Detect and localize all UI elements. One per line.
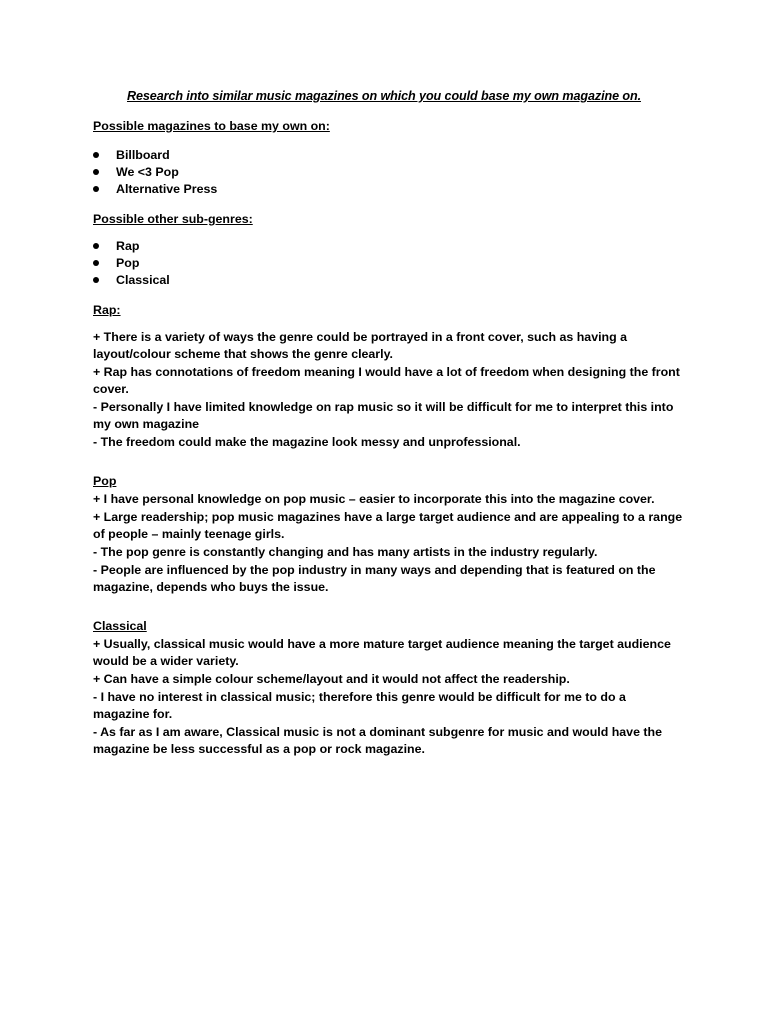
magazine-name: Alternative Press bbox=[116, 182, 218, 196]
bullet-icon bbox=[93, 277, 99, 283]
classical-point: - I have no interest in classical music; therefore this genre would be difficult for me to do a magazine for. bbox=[93, 690, 626, 721]
subgenre-name: Classical bbox=[116, 273, 170, 287]
pop-point: - The pop genre is constantly changing and has many artists in the industry regularly. bbox=[93, 545, 598, 559]
pop-point: + I have personal knowledge on pop music – easier to incorporate this into the magazine cover. bbox=[93, 492, 655, 506]
bullet-icon bbox=[93, 186, 99, 192]
rap-point: + Rap has connotations of freedom meaning I would have a lot of freedom when designing the front cover. bbox=[93, 365, 680, 396]
subgenre-name: Rap bbox=[116, 239, 140, 253]
rap-point: - Personally I have limited knowledge on rap music so it will be difficult for me to interpret this into my own magazine bbox=[93, 400, 674, 431]
subgenre-name: Pop bbox=[116, 256, 140, 270]
list-item bbox=[93, 181, 217, 198]
subgenres-heading: Possible other sub-genres: bbox=[93, 212, 253, 226]
magazines-heading: Possible magazines to base my own on: bbox=[93, 119, 330, 133]
pop-points bbox=[93, 491, 683, 597]
bullet-icon bbox=[93, 152, 99, 158]
rap-point: + There is a variety of ways the genre could be portrayed in a front cover, such as having a layout/colour scheme that shows the genre clearly. bbox=[93, 330, 628, 361]
classical-heading: Classical bbox=[93, 619, 147, 633]
subgenres-list bbox=[93, 238, 170, 289]
list-item bbox=[93, 255, 170, 272]
magazine-name: We <3 Pop bbox=[116, 165, 179, 179]
bullet-icon bbox=[93, 243, 99, 249]
bullet-icon bbox=[93, 260, 99, 266]
magazine-name: Billboard bbox=[116, 148, 170, 162]
list-item bbox=[93, 164, 217, 181]
classical-point: + Usually, classical music would have a more mature target audience meaning the target audience would be a wider variety. bbox=[93, 637, 671, 668]
classical-points bbox=[93, 636, 683, 759]
rap-heading: Rap: bbox=[93, 303, 121, 317]
classical-point: + Can have a simple colour scheme/layout and it would not affect the readership. bbox=[93, 672, 570, 686]
pop-heading: Pop bbox=[93, 474, 117, 488]
rap-point: - The freedom could make the magazine look messy and unprofessional. bbox=[93, 435, 521, 449]
pop-point: - People are influenced by the pop industry in many ways and depending that is featured on the magazine, depends who buys the issue. bbox=[93, 563, 656, 594]
list-item bbox=[93, 147, 217, 164]
bullet-icon bbox=[93, 169, 99, 175]
document-title: Research into similar music magazines on which you could base my own magazine on. bbox=[127, 89, 641, 103]
magazines-list bbox=[93, 147, 217, 198]
pop-point: + Large readership; pop music magazines have a large target audience and are appealing to a range of people – mainly teenage girls. bbox=[93, 510, 683, 541]
classical-point: - As far as I am aware, Classical music is not a dominant subgenre for music and would have the magazine be less successful as a pop or rock magazine. bbox=[93, 725, 662, 756]
rap-points bbox=[93, 329, 683, 452]
list-item bbox=[93, 272, 170, 289]
list-item bbox=[93, 238, 170, 255]
